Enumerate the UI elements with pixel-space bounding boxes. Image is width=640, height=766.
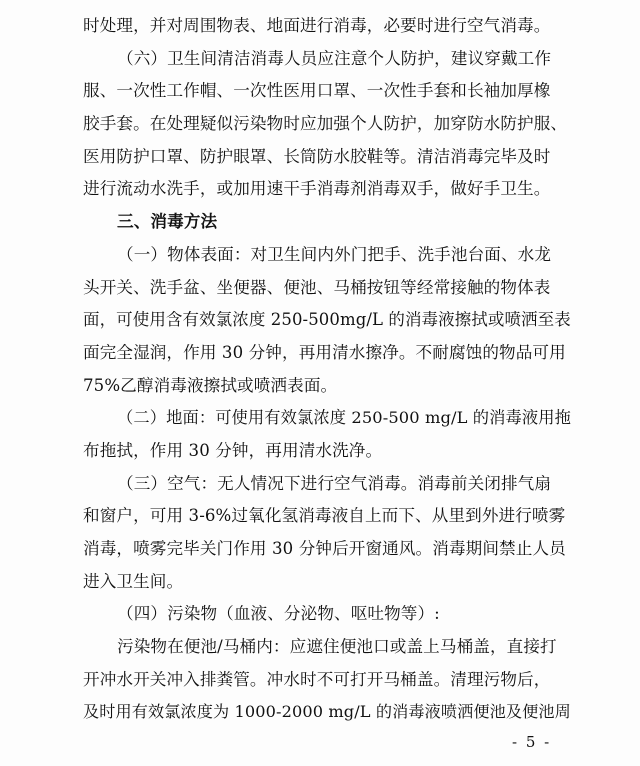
text-line: 面完全湿润，作用 30 分钟，再用清水擦净。不耐腐蚀的物品可用 [83, 342, 566, 362]
text-line: 污染物在便池/马桶内：应遮住便池口或盖上马桶盖，直接打 [117, 637, 557, 657]
text-line: 进行流动水洗手，或加用速干手消毒剂消毒双手，做好手卫生。 [83, 179, 551, 199]
text-line: 时处理，并对周围物表、地面进行消毒，必要时进行空气消毒。 [83, 16, 551, 35]
text-line: （二）地面：可使用有效氯浓度 250-500 mg/L 的消毒液用拖 [117, 408, 571, 428]
document-body [83, 10, 571, 729]
section-heading: 三、消毒方法 [117, 212, 218, 232]
text-line: （六）卫生间清洁消毒人员应注意个人防护，建议穿戴工作 [117, 48, 552, 68]
text-line: 及时用有效氯浓度为 1000-2000 mg/L 的消毒液喷洒便池及便池周 [83, 702, 571, 722]
text-line: 医用防护口罩、防护眼罩、长筒防水胶鞋等。清洁消毒完毕及时 [83, 146, 551, 166]
text-line: 75%乙醇消毒液擦拭或喷洒表面。 [83, 375, 338, 395]
text-line: （四）污染物（血液、分泌物、呕吐物等）: [117, 604, 440, 624]
text-line: 开冲水开关冲入排粪管。冲水时不可打开马桶盖。清理污物后， [83, 669, 551, 689]
text-line: 服、一次性工作帽、一次性医用口罩、一次性手套和长袖加厚橡 [83, 81, 551, 101]
text-line: 头开关、洗手盆、坐便器、便池、马桶按钮等经常接触的物体表 [83, 277, 551, 297]
text-line: （三）空气：无人情况下进行空气消毒。消毒前关闭排气扇 [117, 473, 552, 493]
text-line: 消毒，喷雾完毕关门作用 30 分钟后开窗通风。消毒期间禁止人员 [83, 539, 566, 558]
text-line: 进入卫生间。 [83, 571, 184, 591]
page-number: - 5 - [512, 733, 552, 751]
text-line: 布拖拭，作用 30 分钟，再用清水洗净。 [83, 440, 383, 460]
text-line: 胶手套。在处理疑似污染物时应加强个人防护，加穿防水防护服、 [83, 114, 568, 134]
text-line: 面，可使用含有效氯浓度 250-500mg/L 的消毒液擦拭或喷洒至表 [83, 310, 571, 330]
text-line: 和窗户，可用 3-6%过氧化氢消毒液自上而下、从里到外进行喷雾 [83, 506, 566, 526]
text-line: （一）物体表面：对卫生间内外门把手、洗手池台面、水龙 [117, 244, 552, 264]
